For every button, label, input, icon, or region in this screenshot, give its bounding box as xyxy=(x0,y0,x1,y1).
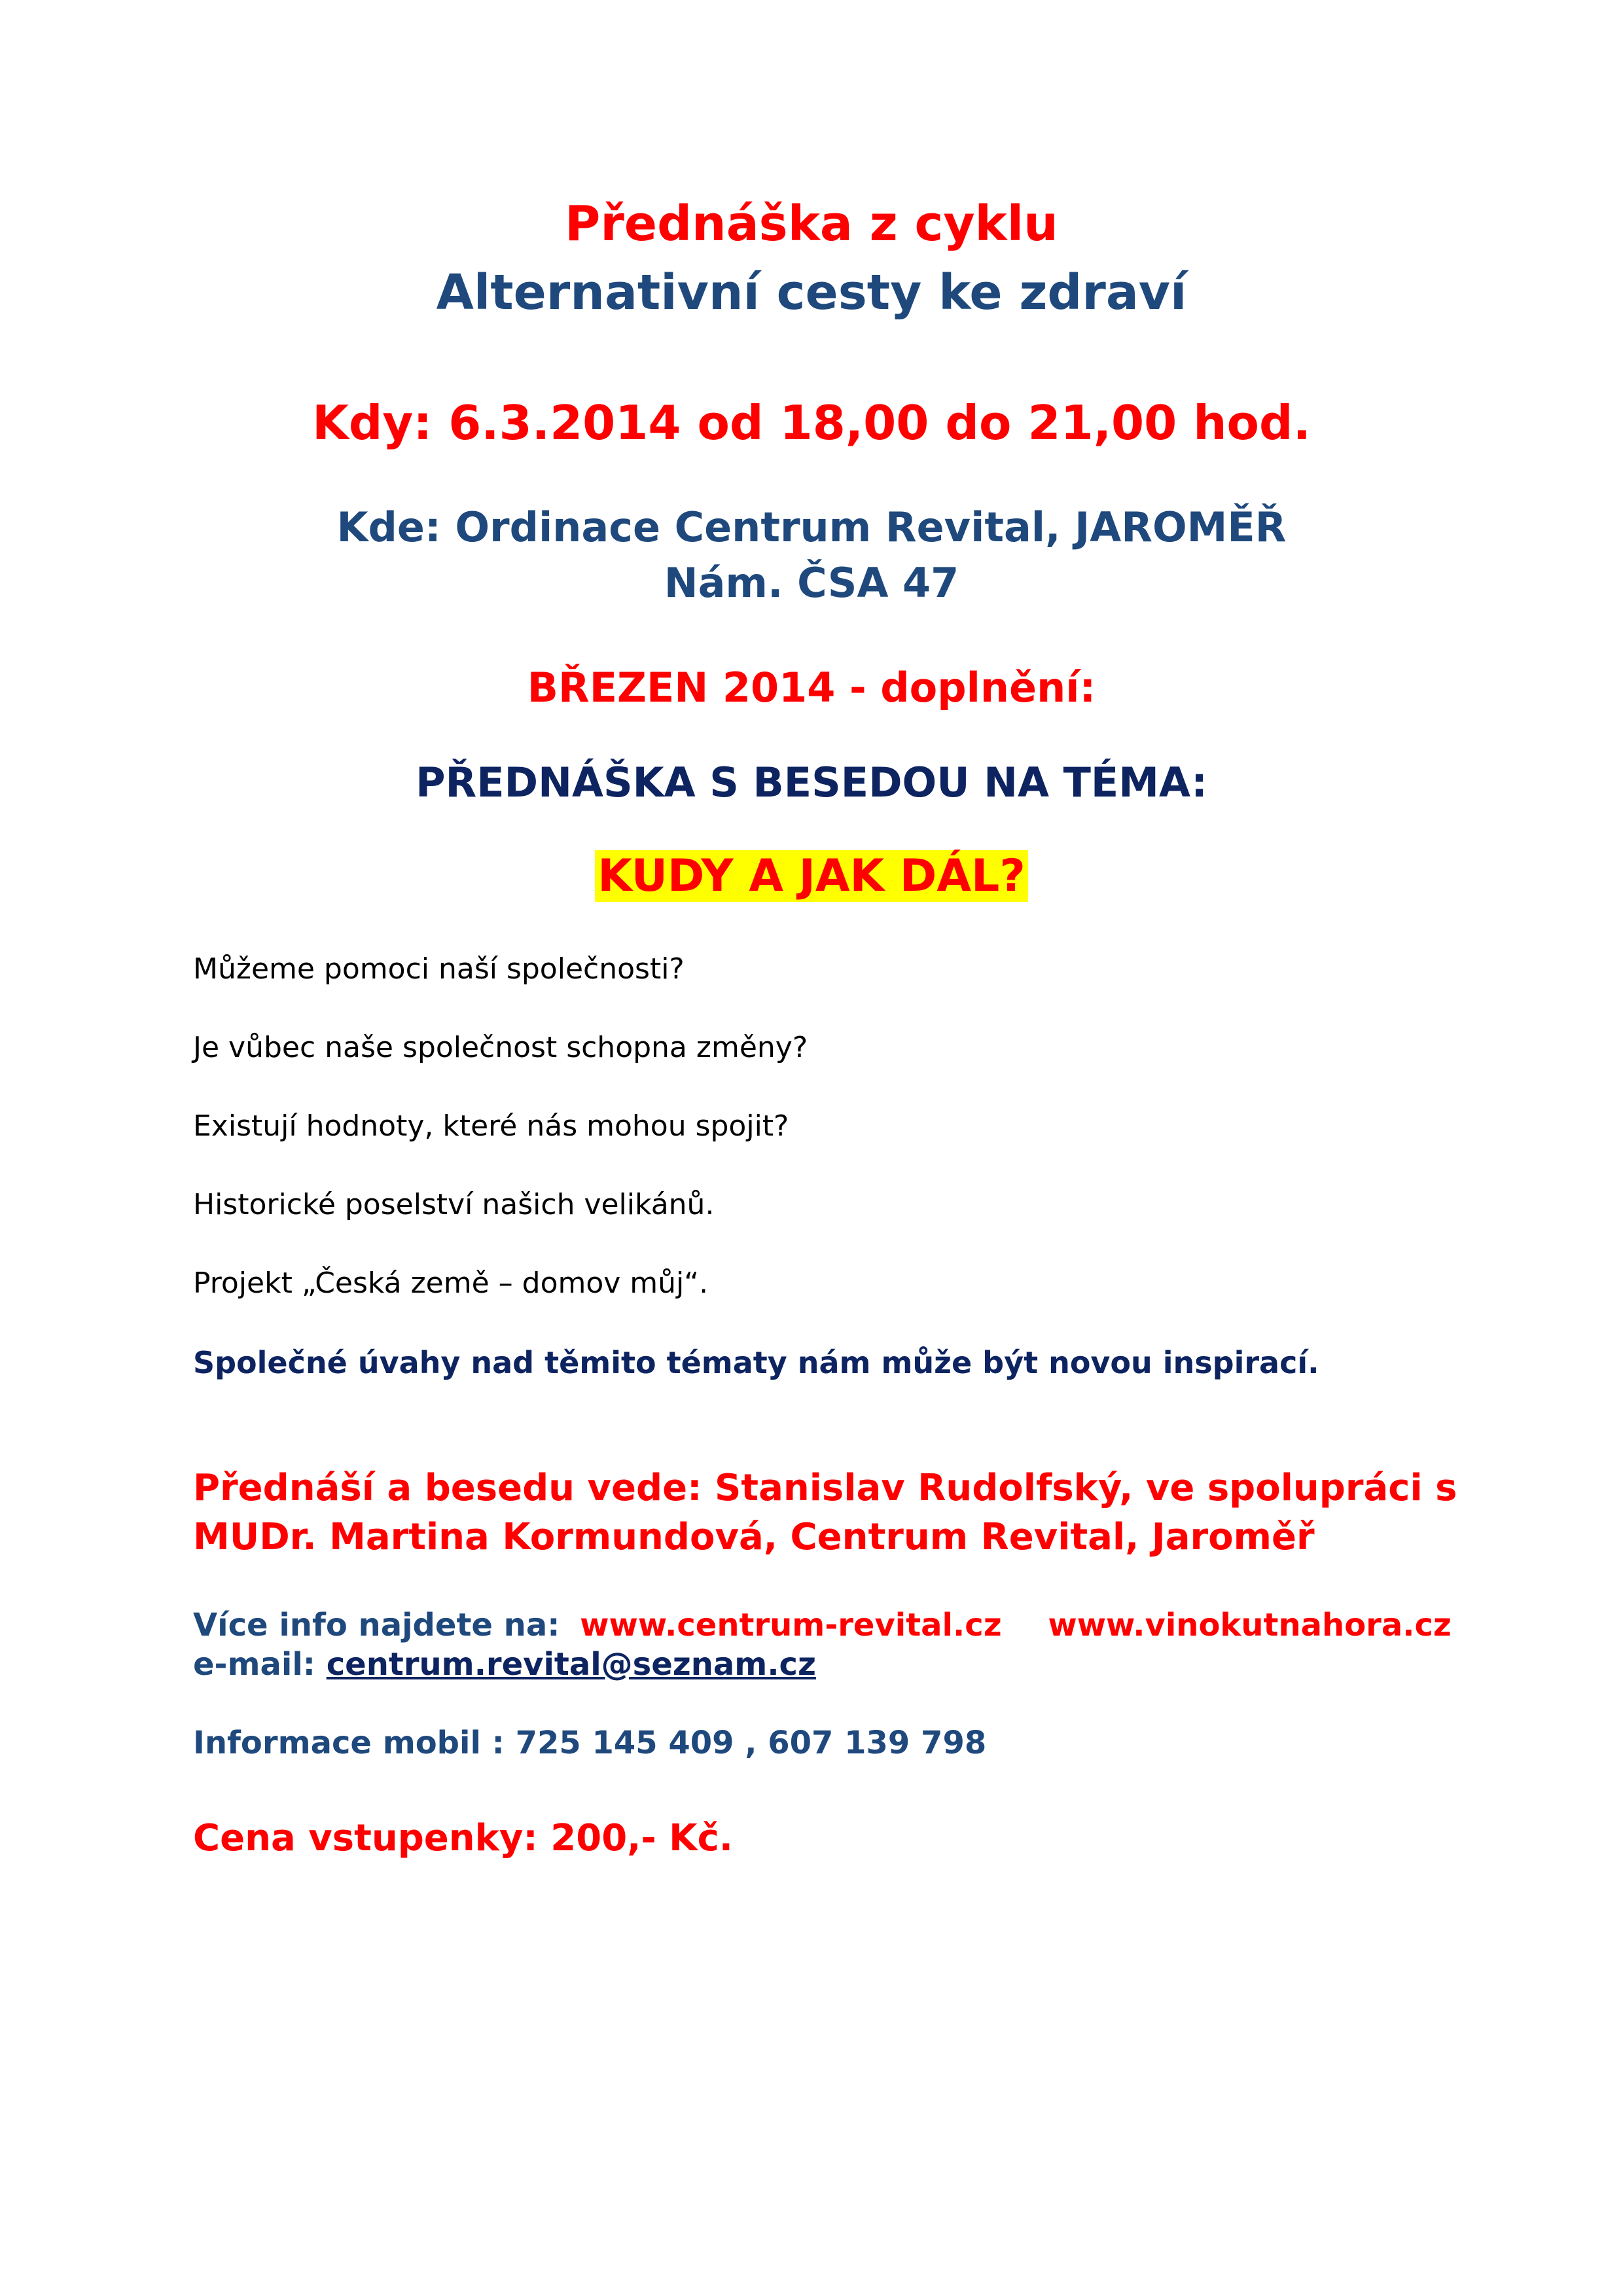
question-1: Můžeme pomoci naší společnosti? xyxy=(193,952,685,986)
speakers-line-2: MUDr. Martina Kormundová, Centrum Revital, Jaroměř xyxy=(193,1516,1315,1558)
topic-label: PŘEDNÁŠKA S BESEDOU NA TÉMA: xyxy=(416,759,1207,806)
event-where-line-1: Kde: Ordinace Centrum Revital, JAROMĚŘ xyxy=(336,503,1287,551)
event-when: Kdy: 6.3.2014 od 18,00 do 21,00 hod. xyxy=(312,395,1311,450)
question-2: Je vůbec naše společnost schopna změny? xyxy=(193,1031,808,1064)
phone-info: Informace mobil : 725 145 409 , 607 139 798 xyxy=(193,1725,987,1761)
ticket-price: Cena vstupenky: 200,- Kč. xyxy=(193,1817,734,1859)
more-info-line xyxy=(193,1607,1452,1645)
topic-title: KUDY A JAK DÁL? xyxy=(595,850,1028,902)
website-link-centrum-revital[interactable]: www.centrum-revital.cz xyxy=(580,1607,1002,1643)
email-label: e-mail: xyxy=(193,1646,315,1683)
question-3: Existují hodnoty, které nás mohou spojit? xyxy=(193,1109,789,1143)
event-where-line-2: Nám. ČSA 47 xyxy=(664,559,959,607)
website-link-vinokutnahora[interactable]: www.vinokutnahora.cz xyxy=(1048,1607,1452,1643)
heading-line-1: Přednáška z cyklu xyxy=(565,196,1058,252)
closing-statement: Společné úvahy nad těmito tématy nám může být novou inspirací. xyxy=(193,1345,1319,1380)
email-link[interactable]: centrum.revital@seznam.cz xyxy=(326,1646,816,1683)
topic-title-wrap xyxy=(0,851,1623,902)
addendum-heading: BŘEZEN 2014 - doplnění: xyxy=(527,664,1096,711)
heading-line-2: Alternativní cesty ke zdraví xyxy=(436,264,1187,321)
question-4: Historické poselství našich velikánů. xyxy=(193,1188,715,1221)
question-5: Projekt „Česká země – domov můj“. xyxy=(193,1266,709,1300)
speakers-line-1: Přednáší a besedu vede: Stanislav Rudolfský, ve spolupráci s xyxy=(193,1467,1457,1509)
more-info-label: Více info najdete na: xyxy=(193,1607,560,1643)
email-line xyxy=(193,1646,816,1684)
